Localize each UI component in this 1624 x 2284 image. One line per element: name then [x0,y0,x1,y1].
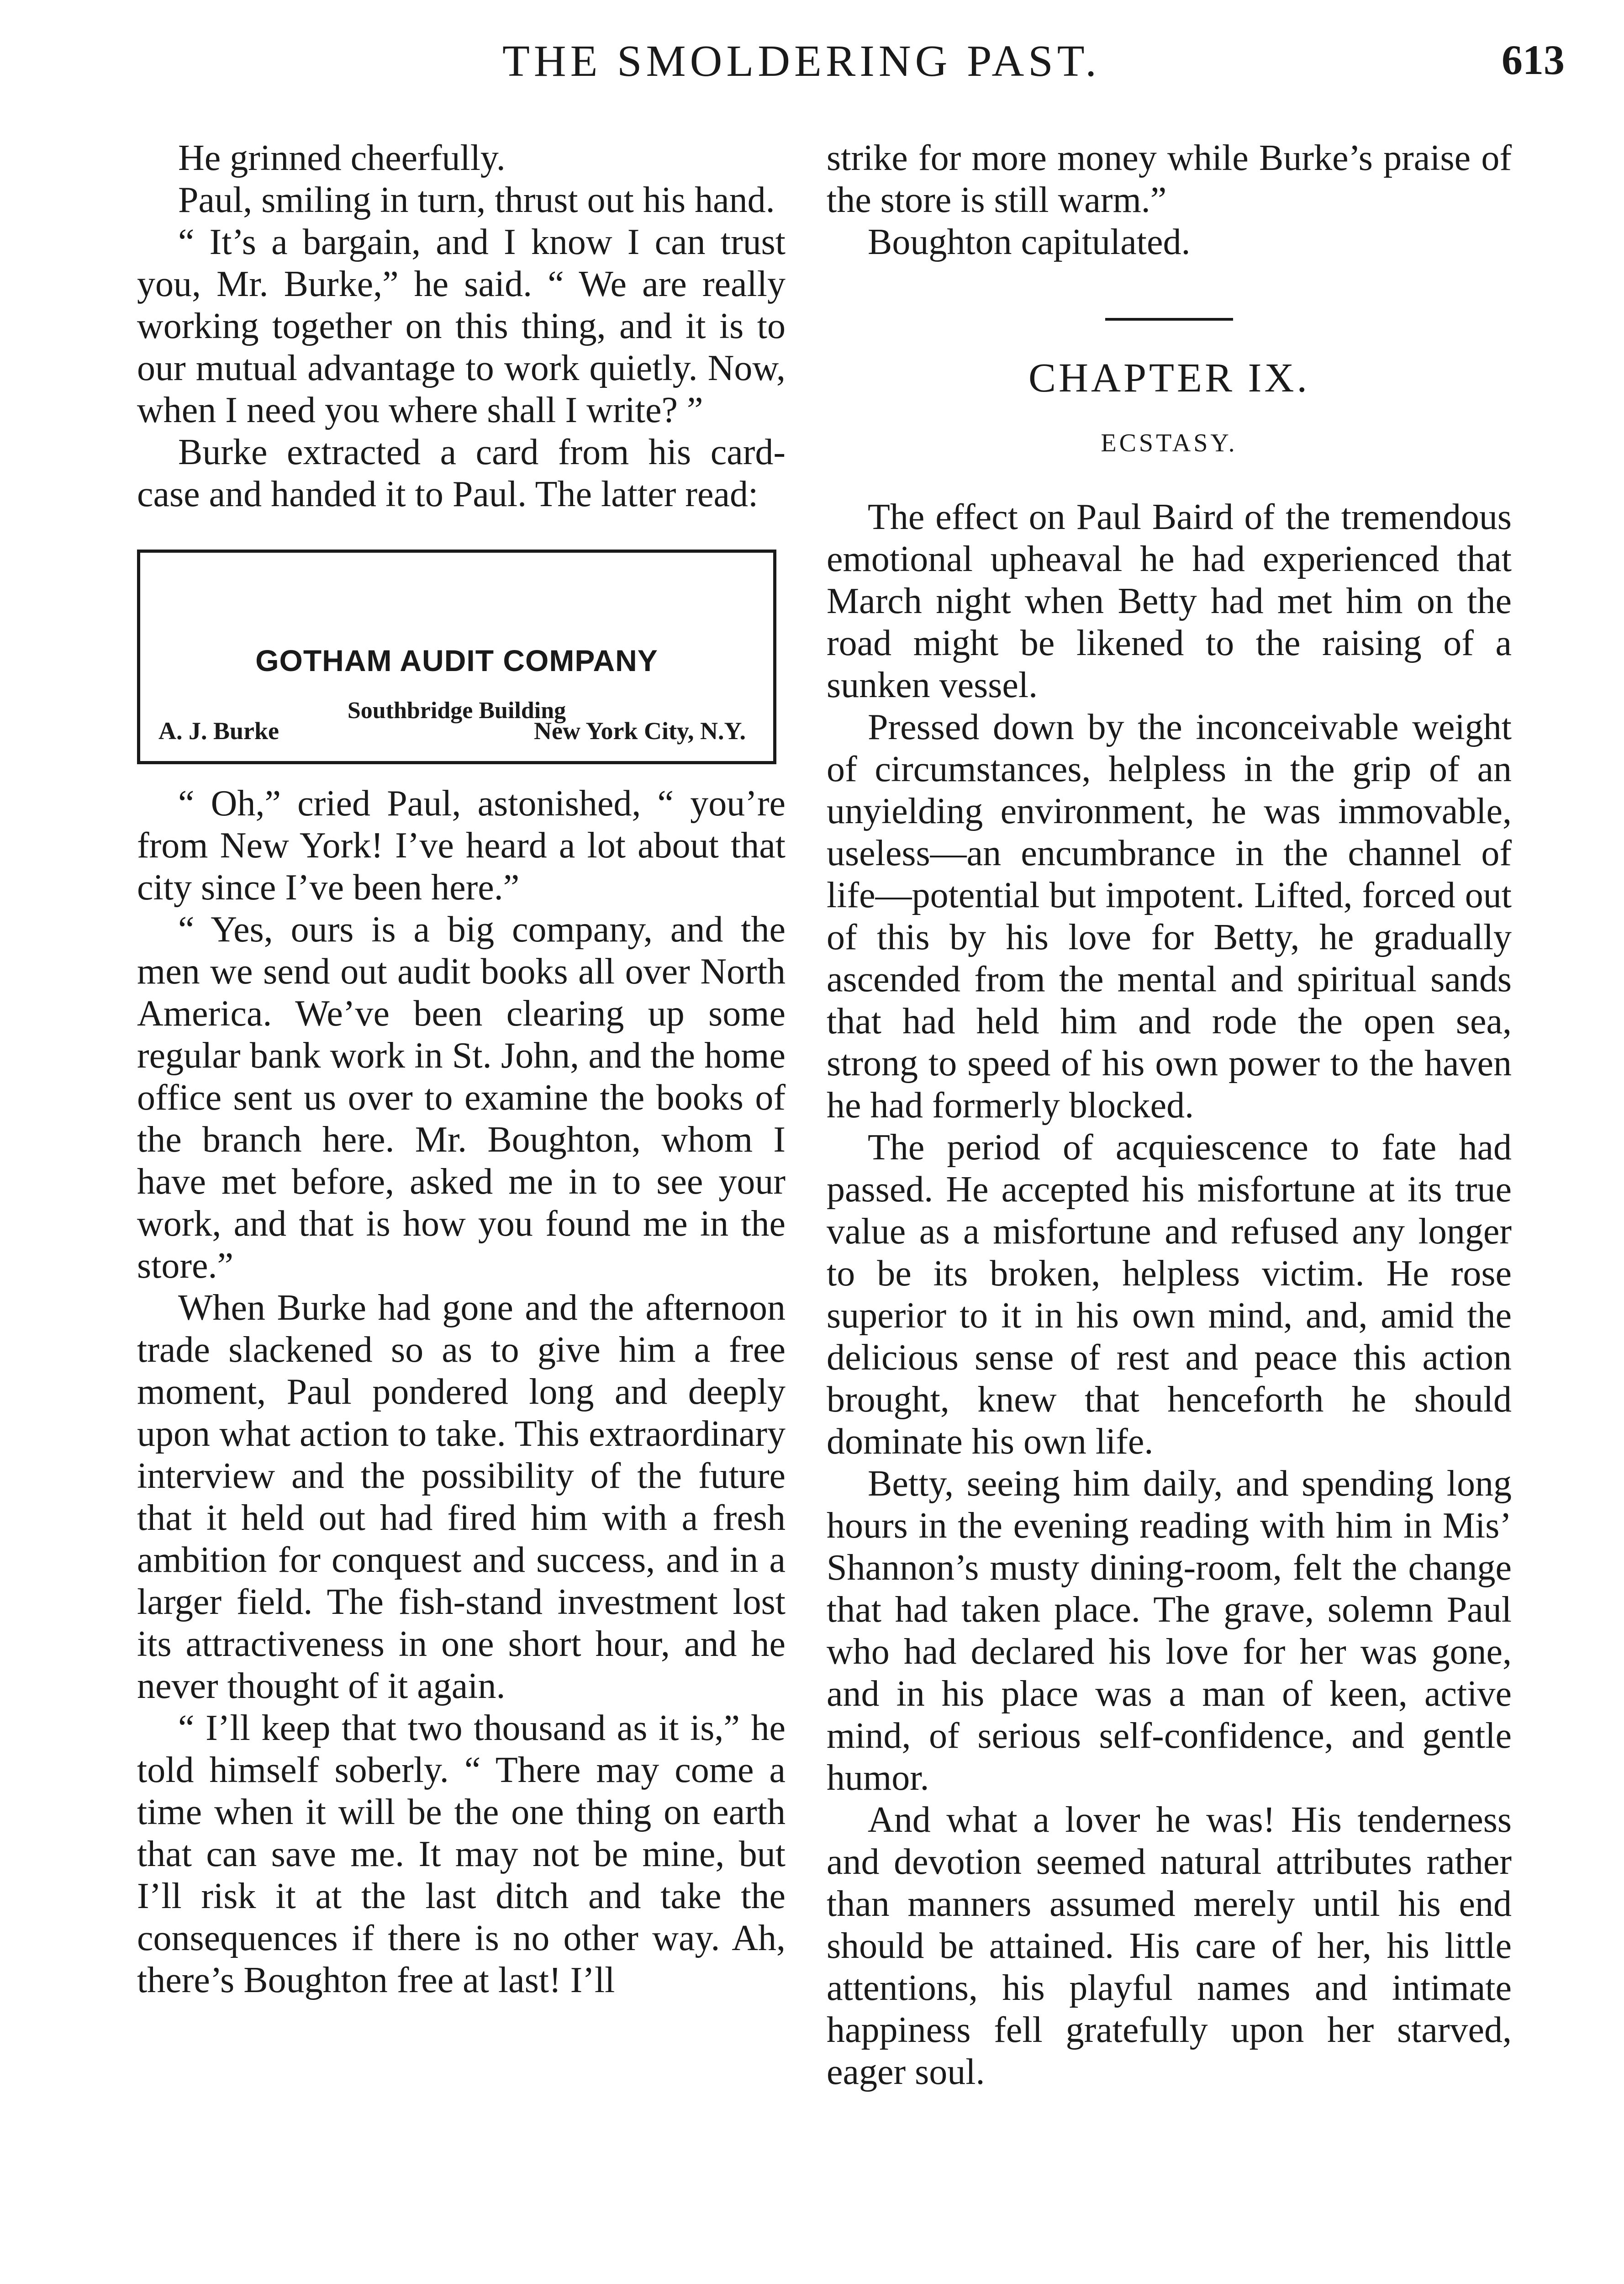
left-column [137,137,786,2001]
paragraph: Pressed down by the inconceivable weight of circumstances, helpless in the grip of an unyielding environment, he was immovable, useless—an encumbrance in the channel of life—potential but impotent. Lifted, forced out of this by his love for Betty, he gradually ascended from the mental and spiritual sands that had held him and rode the open sea, strong to speed of his own power to the haven he had formerly blocked. [827,707,1512,1126]
section-divider [1105,318,1233,321]
paragraph: “ It’s a bargain, and I know I can trust you, Mr. Burke,” he said. “ We are really working together on this thing, and it is to our mutual advantage to work quietly. Now, when I need you where shall I write? ” [137,222,786,430]
paragraph: Burke extracted a card from his card-case and handed it to Paul. The latter read: [137,432,786,514]
paragraph: The effect on Paul Baird of the tremendous emotional upheaval he had experienced that March night when Betty had met him on the road might be likened to the raising of a sunken vessel. [827,497,1512,705]
paragraph: When Burke had gone and the afternoon trade slackened so as to give him a free moment, Paul pondered long and deeply upon what action to take. This extraordinary interview and the possibility of the future that it held out had fired him with a fresh ambition for conquest and success, and in a larger field. The fish-stand investment lost its attractiveness in one short hour, and he never thought of it again. [137,1288,786,1706]
paragraph: And what a lover he was! His tenderness and devotion seemed natural attributes rather than manners assumed merely until his end should be attained. His care of her, his little attentions, his playful names and intimate happiness fell gratefully upon her starved, eager soul. [827,1800,1512,2092]
business-card [137,550,776,764]
running-title: THE SMOLDERING PAST. [502,37,1101,86]
paragraph: strike for more money while Burke’s praise of the store is still warm.” [827,138,1512,220]
paragraph: “ Oh,” cried Paul, astonished, “ you’re from New York! I’ve heard a lot about that city since I’ve been here.” [137,783,786,908]
page-header [0,36,1624,100]
page-number: 613 [1502,37,1565,83]
card-building: Southbridge Building [347,698,566,724]
card-city: New York City, N.Y. [533,717,746,745]
paragraph: The period of acquiescence to fate had passed. He accepted his misfortune at its true value as a misfortune and refused any longer to be its broken, helpless victim. He rose superior to it in his own mind, and, amid the delicious sense of rest and peace this action brought, knew that henceforth he should dominate his own life. [827,1127,1512,1462]
paragraph: Boughton capitulated. [868,222,1191,262]
paragraph: “ I’ll keep that two thousand as it is,” he told himself soberly. “ There may come a time when it will be the one thing on earth that can save me. It may not be mine, but I’ll risk it at the last ditch and take the consequences if there is no other way. Ah, there’s Boughton free at last! I’ll [137,1708,786,2000]
card-company-name: GOTHAM AUDIT COMPANY [255,644,658,677]
paragraph: He grinned cheerfully. [178,138,506,178]
card-person-name: A. J. Burke [158,717,279,745]
paragraph: Paul, smiling in turn, thrust out his hand. [178,180,775,220]
paragraph: “ Yes, ours is a big company, and the men we send out audit books all over North America. We’ve been clearing up some regular bank work in St. John, and the home office sent us over to examine the books of the branch here. Mr. Boughton, whom I have met before, asked me in to see your work, and that is how you found me in the store.” [137,909,786,1286]
chapter-subtitle: ECSTASY. [1101,429,1238,457]
right-column [827,137,1512,2093]
chapter-title: CHAPTER IX. [1028,355,1310,401]
paragraph: Betty, seeing him daily, and spending long hours in the evening reading with him in Mis’ Shannon’s musty dining-room, felt the change that had taken place. The grave, solemn Paul who had declared his love for her was gone, and in his place was a man of keen, active mind, of serious self-confidence, and gentle humor. [827,1464,1512,1798]
